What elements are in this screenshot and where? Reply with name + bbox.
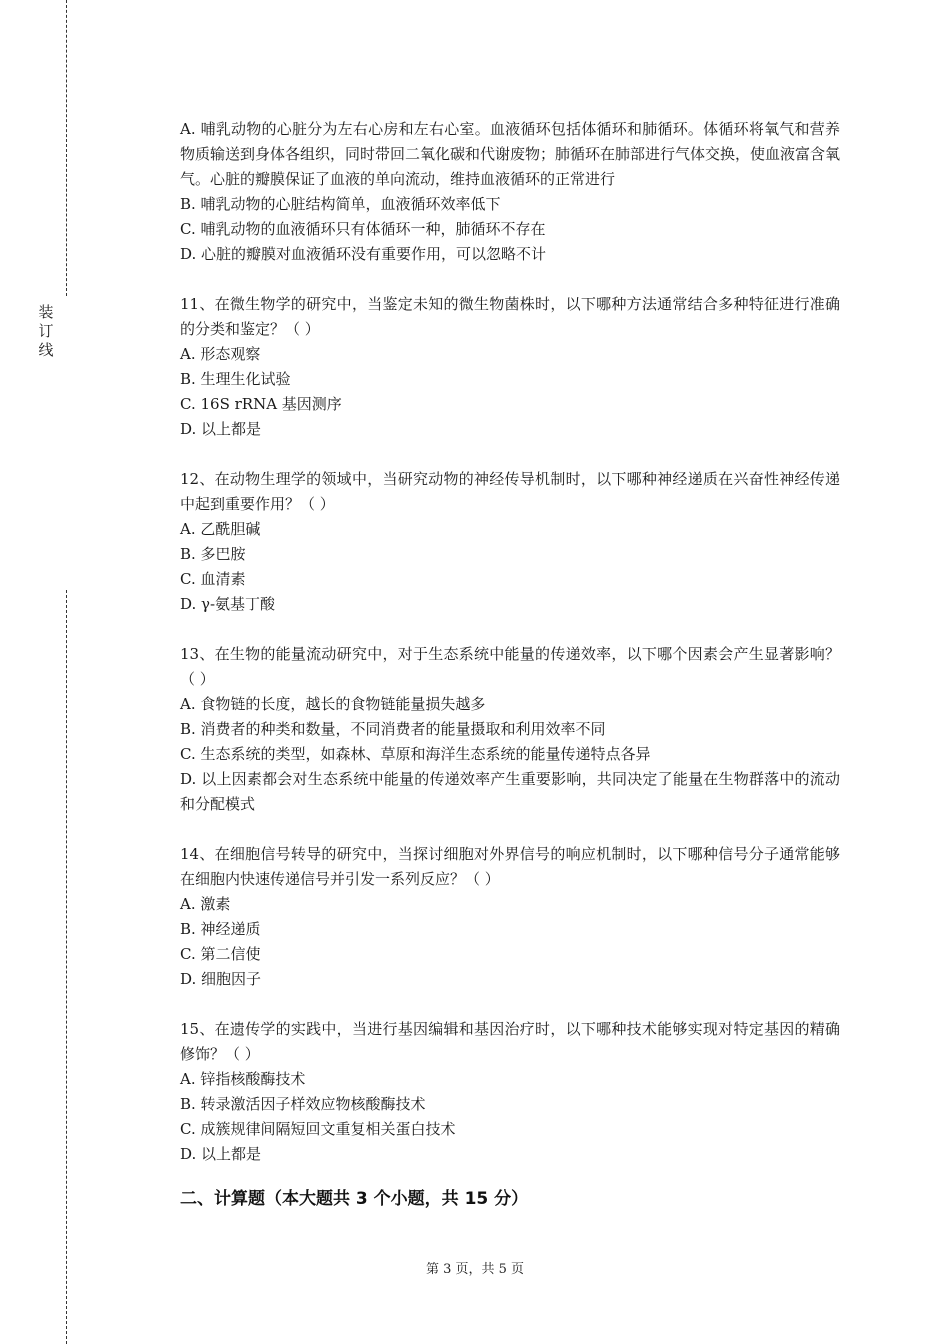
binding-dashed-line-top [66, 0, 67, 296]
option-d: D. 以上都是 [180, 420, 262, 438]
option-b: B. 神经递质 [180, 920, 261, 938]
question-stem: 11、在微生物学的研究中，当鉴定未知的微生物菌株时，以下哪种方法通常结合多种特征进行准确的分类和鉴定？（ ） [180, 295, 840, 338]
question-stem: 15、在遗传学的实践中，当进行基因编辑和基因治疗时，以下哪种技术能够实现对特定基因的精确修饰？（ ） [180, 1020, 840, 1063]
option-d: D. 以上都是 [180, 1145, 262, 1163]
page-number: 第 3 页，共 5 页 [425, 1262, 525, 1277]
question-13 [180, 642, 840, 817]
option-a: A. 锌指核酸酶技术 [180, 1070, 306, 1088]
option-c: C. 生态系统的类型，如森林、草原和海洋生态系统的能量传递特点各异 [180, 745, 651, 763]
option-b: B. 消费者的种类和数量，不同消费者的能量摄取和利用效率不同 [180, 720, 606, 738]
question-14 [180, 842, 840, 992]
option-d: D. γ-氨基丁酸 [180, 595, 276, 613]
binding-label [36, 303, 56, 360]
option-a: A. 形态观察 [180, 345, 261, 363]
binding-dashed-line-bottom [66, 590, 67, 1344]
option-c: C. 哺乳动物的血液循环只有体循环一种，肺循环不存在 [180, 220, 546, 238]
option-d: D. 以上因素都会对生态系统中能量的传递效率产生重要影响，共同决定了能量在生物群落中的流动和分配模式 [180, 770, 840, 813]
option-a: A. 哺乳动物的心脏分为左右心房和左右心室。血液循环包括体循环和肺循环。体循环将氧气和营养物质输送到身体各组织，同时带回二氧化碳和代谢废物；肺循环在肺部进行气体交换，使血液富含氧气。心脏的瓣膜保证了血液的单向流动，维持血液循环的正常进行 [180, 120, 841, 188]
question-12 [180, 467, 840, 617]
question-stem: 13、在生物的能量流动研究中，对于生态系统中能量的传递效率，以下哪个因素会产生显著影响？（ ） [180, 645, 840, 688]
option-b: B. 哺乳动物的心脏结构简单，血液循环效率低下 [180, 195, 501, 213]
option-c: C. 第二信使 [180, 945, 261, 963]
option-c: C. 血清素 [180, 570, 246, 588]
option-c: C. 16S rRNA 基因测序 [180, 395, 342, 413]
option-a: A. 乙酰胆碱 [180, 520, 261, 538]
option-d: D. 细胞因子 [180, 970, 262, 988]
option-d: D. 心脏的瓣膜对血液循环没有重要作用，可以忽略不计 [180, 245, 547, 263]
option-b: B. 多巴胺 [180, 545, 246, 563]
question-content [180, 117, 840, 1167]
question-stem: 12、在动物生理学的领域中，当研究动物的神经传导机制时，以下哪种神经递质在兴奋性神经传递中起到重要作用？（ ） [180, 470, 840, 513]
option-b: B. 转录激活因子样效应物核酸酶技术 [180, 1095, 426, 1113]
prev-question-options [180, 117, 840, 267]
option-c: C. 成簇规律间隔短回文重复相关蛋白技术 [180, 1120, 456, 1138]
binding-label-char: 装 [38, 303, 54, 321]
binding-label-char: 订 [38, 322, 54, 340]
option-a: A. 食物链的长度，越长的食物链能量损失越多 [180, 695, 486, 713]
question-11 [180, 292, 840, 442]
option-a: A. 激素 [180, 895, 231, 913]
binding-label-char: 线 [38, 341, 54, 359]
question-stem: 14、在细胞信号转导的研究中，当探讨细胞对外界信号的响应机制时，以下哪种信号分子通常能够在细胞内快速传递信号并引发一系列反应？（ ） [180, 845, 840, 888]
question-15 [180, 1017, 840, 1167]
option-b: B. 生理生化试验 [180, 370, 291, 388]
section-title: 二、计算题（本大题共 3 个小题，共 15 分） [180, 1189, 529, 1209]
